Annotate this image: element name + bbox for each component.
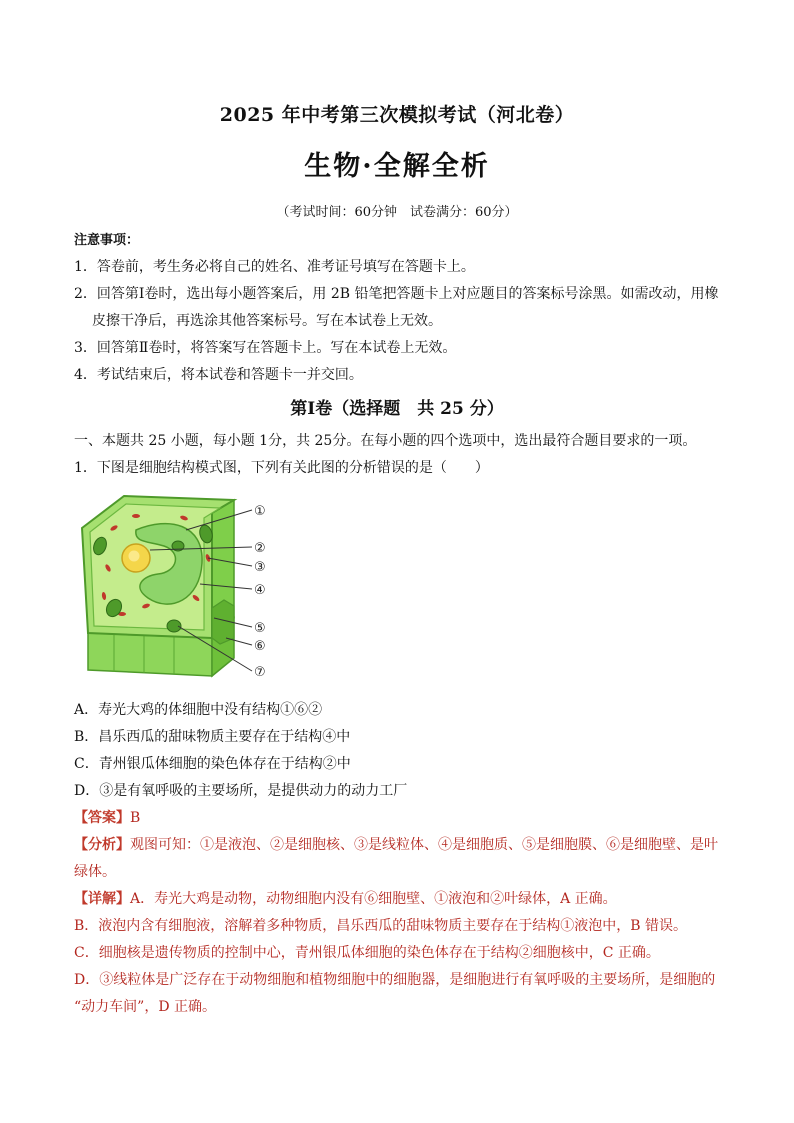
analysis-text: 观图可知：①是液泡、②是细胞核、③是线粒体、④是细胞质、⑤是细胞膜、⑥是细胞壁、是叶 [130,837,718,853]
label-3: ③ [254,560,266,575]
answer-value: B [130,810,141,826]
option-b: B．昌乐西瓜的甜味物质主要存在于结构④中 [74,729,351,745]
detail-tag: 【详解】 [74,891,130,907]
note-item-4: 4．考试结束后，将本试卷和答题卡一并交回。 [74,367,363,383]
detail-text-d-cont: “动力车间”，D 正确。 [74,999,216,1015]
analysis-line [74,834,718,854]
detail-text-c: C．细胞核是遗传物质的控制中心，青州银瓜体细胞的染色体存在于结构②细胞核中，C 正确。 [74,945,660,961]
analysis-tag: 【分析】 [74,837,130,853]
option-d: D．③是有氧呼吸的主要场所，是提供动力的动力工厂 [74,783,408,799]
note-item-2-cont: 皮擦干净后，再选涂其他答案标号。写在本试卷上无效。 [92,313,442,329]
label-6: ⑥ [254,639,266,654]
label-1: ① [254,504,266,519]
option-a: A．寿光大鸡的体细胞中没有结构①⑥② [74,702,323,718]
plant-cell-diagram [74,488,284,684]
exam-info: （考试时间：60分钟 试卷满分：60分） [276,205,518,220]
note-item-3: 3．回答第Ⅱ卷时，将答案写在答题卡上。写在本试卷上无效。 [74,340,457,356]
label-2: ② [254,541,266,556]
question-stem: 1．下图是细胞结构模式图，下列有关此图的分析错误的是（ ） [74,460,489,476]
option-c: C．青州银瓜体细胞的染色体存在于结构②中 [74,756,351,772]
note-item-1: 1．答卷前，考生务必将自己的姓名、准考证号填写在答题卡上。 [74,259,475,275]
label-7: ⑦ [254,665,266,680]
answer-tag: 【答案】 [74,810,130,826]
detail-line [74,888,617,908]
analysis-text-cont: 绿体。 [74,864,116,880]
answer-line [74,807,140,827]
detail-text-a: A．寿光大鸡是动物，动物细胞内没有⑥细胞壁、①液泡和②叶绿体，A 正确。 [130,891,617,907]
subject-title: 生物·全解全析 [304,151,490,182]
label-5: ⑤ [254,621,266,636]
notes-heading: 注意事项： [74,233,140,248]
section-instruction: 一、本题共 25 小题，每小题 1分，共 25分。在每小题的四个选项中，选出最符合题目要求的一项。 [74,433,697,449]
section-title: 第Ⅰ卷（选择题 共 25 分） [290,399,504,419]
detail-text-b: B．液泡内含有细胞液，溶解着多种物质，昌乐西瓜的甜味物质主要存在于结构①液泡中，B 错误。 [74,918,688,934]
note-item-2: 2．回答第Ⅰ卷时，选出每小题答案后，用 2B 铅笔把答题卡上对应题目的答案标号涂黑。如需改动，用橡 [74,286,719,302]
exam-title: 2025 年中考第三次模拟考试（河北卷） [219,104,575,126]
label-4: ④ [254,583,266,598]
detail-text-d: D．③线粒体是广泛存在于动物细胞和植物细胞中的细胞器，是细胞进行有氧呼吸的主要场所，是细胞的 [74,972,716,988]
